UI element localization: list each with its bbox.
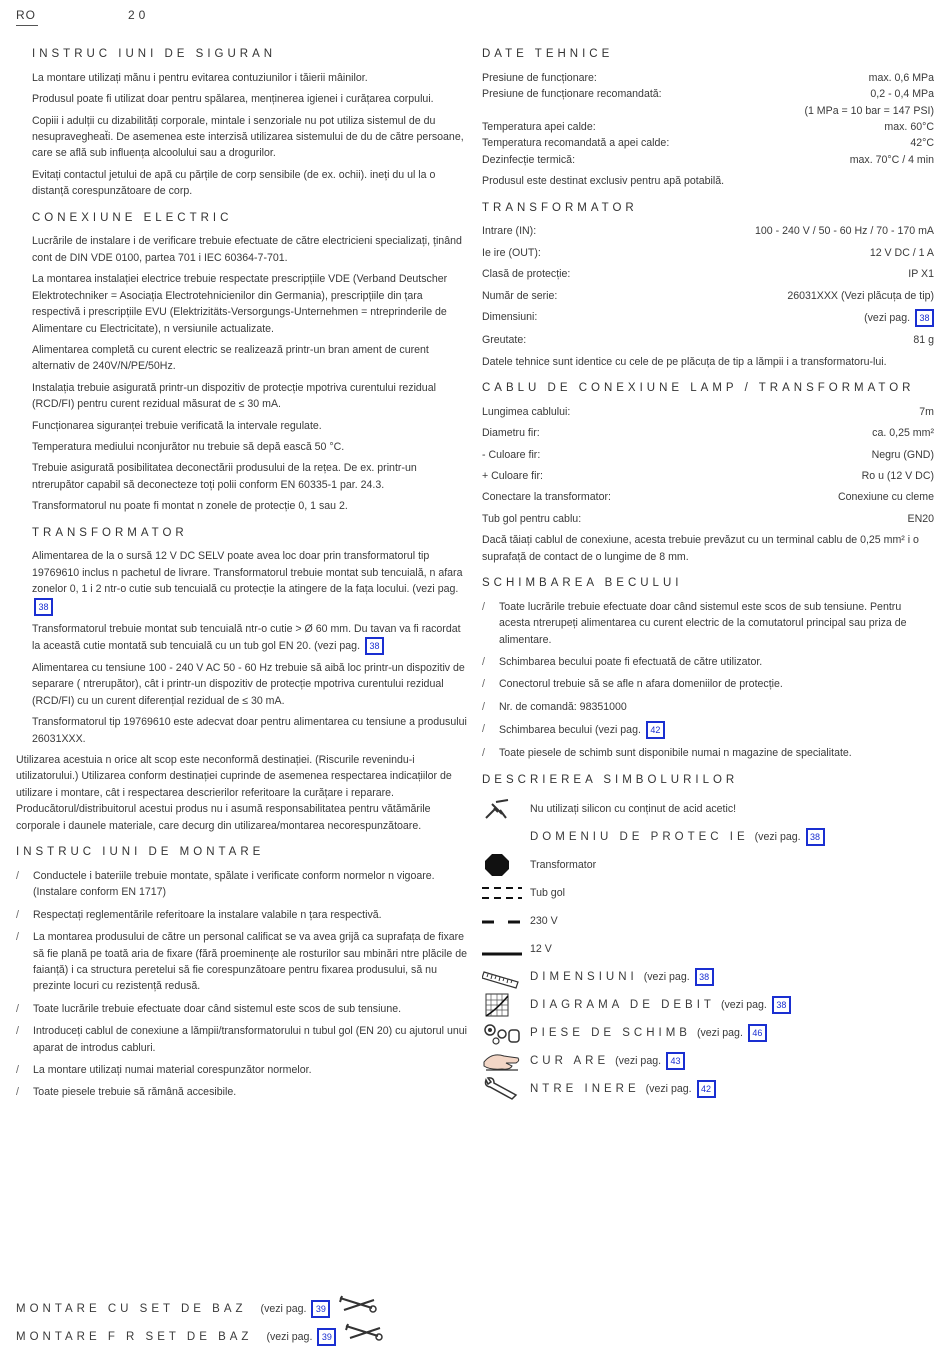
list-item: / Schimbarea becului (vezi pag. 42 (482, 721, 934, 739)
safety-para: Produsul poate fi utilizat doar pentru spălarea, menținerea igienei i curățarea corpului. (32, 93, 434, 106)
electric-para: Lucrările de instalare i de verificare trebuie efectuate de către electricieni specializați, ținând cont de DIN VDE 0100, partea 701 i IEC 60364-7-701. (32, 235, 462, 264)
spare-parts-icon (482, 1020, 522, 1046)
spec-row: + Culoare fir: Ro u (12 V DC) (482, 469, 934, 482)
list-item: / Toate lucrările trebuie efectuate doar când sistemul este scos de sub tensiune. Pentru acesta ntrerupeți alimentarea cu curent electric de la comutatorul principal sau priza de alimentare. (482, 599, 934, 648)
spec-row: Intrare (IN): 100 - 240 V / 50 - 60 Hz / 70 - 170 mA (482, 225, 934, 238)
page-ref-link[interactable]: 38 (34, 598, 53, 616)
transformer-octagon-icon (482, 852, 522, 878)
page-ref-link[interactable]: 39 (317, 1328, 336, 1346)
page-ref-link[interactable]: 38 (365, 637, 384, 655)
transformer-para: Transformatorul tip 19769610 este adecvat doar pentru alimentarea cu tensiune a produsului 26031XXX. (32, 716, 467, 745)
transformer-para: Transformatorul trebuie montat sub tencuială ntr-o cutie > Ø 60 mm. Du tavan va fi racordat la această cutie montată sub tencuială cu un tub gol EN 20. (vezi pag. 38 (32, 621, 468, 655)
tools-icon (344, 1322, 384, 1353)
spec-row: - Culoare fir: Negru (GND) (482, 448, 934, 461)
page-ref-link[interactable]: 38 (806, 828, 825, 846)
electric-para: Trebuie asigurată posibilitatea deconectării produsului de la rețea. De ex. printr-un ntrerupător capabil să deconecteze toți polii conform EN 60335-1 par. 24.3. (32, 462, 417, 491)
symbol-row: 12 V (482, 935, 934, 963)
left-column (16, 36, 468, 1107)
spec-row: Temperatura recomandată a apei calde: 42°C (482, 137, 934, 150)
list-item: / Toate piesele de schimb sunt disponibile numai n magazine de specialitate. (482, 745, 934, 761)
spec-row: Greutate: 81 g (482, 334, 934, 347)
spec-row: Lungimea cablului: 7m (482, 405, 934, 418)
electric-para: Funcționarea siguranței trebuie verificată la intervale regulate. (32, 419, 322, 432)
list-item: / Toate lucrările trebuie efectuate doar când sistemul este scos de sub tensiune. (16, 1001, 468, 1017)
power-230v-line-icon (482, 908, 522, 934)
symbol-row: Tub gol (482, 879, 934, 907)
page-ref-link[interactable]: 38 (772, 996, 791, 1014)
right-column (482, 36, 934, 1103)
list-item: / Conectorul trebuie să se afle n afara domeniilor de protecție. (482, 676, 934, 692)
tech-heading: DATE TEHNICE (482, 48, 614, 60)
transformer-para: Alimentarea cu tensiune 100 - 240 V AC 50 - 60 Hz trebuie să aibă loc printr-un dispozitiv de separare ( ntrerupător), cât i printr-un dispozitiv de protecție mpotriva curentului rezidual (RCD/FI) cu un curent diferențial rezidual de ≤ 30 mA. (32, 662, 465, 707)
silicone-gun-icon (482, 796, 522, 822)
spec-row: (1 MPa = 10 bar = 147 PSI) (804, 104, 934, 117)
tube-dashed-line-icon (482, 880, 522, 906)
transformer-para: Alimentarea de la o sursă 12 V DC SELV poate avea loc doar prin transformatorul tip 19769610 inclus n pachetul de livrare. Transformatorul trebuie montat sub tencuială, n afara zonelor 0, 1 i 2 ntr-o cutie sub tencuială cu protecție la atingere de la fața locului. (vezi pag. 38 (32, 548, 468, 615)
spec-row: Temperatura apei calde: max. 60°C (482, 121, 934, 134)
symbol-row: Transformator (482, 851, 934, 879)
symbol-row: PIESE DE SCHIMB (vezi pag. 46 (482, 1019, 934, 1047)
power-12v-line-icon (482, 936, 522, 962)
symbols-heading: DESCRIEREA SIMBOLURILOR (482, 773, 739, 786)
transformer-note: Datele tehnice sunt identice cu cele de pe plăcuța de tip a lămpii i a transformatoru-lui. (482, 355, 887, 368)
list-item: / Schimbarea becului poate fi efectuată de către utilizator. (482, 654, 934, 670)
mounting-list (16, 868, 468, 1101)
electric-para: La montarea instalației electrice trebuie respectate prescripțiile VDE (Verband Deutscher Elektrotechniker = Asociația Electrotehnicienilor din Germania), prescripțiile din țara respectivă i prescripțiile EVU (Elektrizitäts-Versorgungs-Unternehmen = ntreprinderile de Alimentare cu Electricitate), n versiunile actualizate. (32, 273, 448, 335)
spec-row: Clasă de protecție: IP X1 (482, 268, 934, 281)
list-item: / Conductele i bateriile trebuie montate, spălate i verificate conform normelor n vigoare. (Instalare conform EN 1717) (16, 868, 468, 901)
symbol-row: Nu utilizați silicon cu conținut de acid acetic! (482, 795, 934, 823)
electric-para: Transformatorul nu poate fi montat n zonele de protecție 0, 1 sau 2. (32, 500, 348, 513)
cable-note: Dacă tăiați cablul de conexiune, acesta trebuie prevăzut cu un terminal cablu de 0,25 mm² i o suprafață de contact de o lungime de 8 mm. (482, 534, 919, 563)
tools-icon (338, 1294, 378, 1325)
spec-row: Număr de serie: 26031XXX (Vezi plăcuța de tip) (482, 289, 934, 302)
page-ref-link[interactable]: 42 (697, 1080, 716, 1098)
list-item: / Introduceți cablul de conexiune a lămpii/transformatorului n tubul gol (EN 20) cu ajutorul unui aparat de introdus cabluri. (16, 1023, 468, 1056)
symbol-row: NTRE INERE (vezi pag. 42 (482, 1075, 934, 1103)
electric-heading: CONEXIUNE ELECTRIC (32, 211, 233, 224)
bulb-heading: SCHIMBAREA BECULUI (482, 576, 683, 589)
spec-row: Dezinfecție termică: max. 70°C / 4 min (482, 153, 934, 166)
safety-para: Copiii i adulții cu dizabilități corporale, mintale i senzoriale nu pot utiliza sistemul de du nesupravegheat̆i. De asemenea este interzisă utilizarea sistemului de du de către persoane, care se află sub influența alcoolului sau a drogurilor. (32, 114, 464, 160)
tech-note: Produsul este destinat exclusiv pentru apă potabilă. (482, 175, 725, 188)
spec-row: Diametru fir: ca. 0,25 mm² (482, 427, 934, 440)
symbol-row: DIMENSIUNI (vezi pag. 38 (482, 963, 934, 991)
page-ref-link[interactable]: 43 (666, 1052, 685, 1070)
spec-row: Tub gol pentru cablu: EN20 (482, 512, 934, 525)
spec-row: Conectare la transformator: Conexiune cu cleme (482, 491, 934, 504)
page-ref-link[interactable]: 38 (915, 309, 934, 327)
spec-row: Presiune de funcționare recomandată: 0,2 - 0,4 MPa (482, 88, 934, 101)
blank-icon (482, 824, 522, 850)
mounting-heading: INSTRUC IUNI DE MONTARE (16, 846, 265, 859)
wrench-icon (482, 1076, 522, 1102)
mount-with-base-set: MONTARE CU SET DE BAZ (vezi pag. 39 (16, 1294, 378, 1325)
symbol-row: CUR ARE (vezi pag. 43 (482, 1047, 934, 1075)
symbol-row: DOMENIU DE PROTEC IE (vezi pag. 38 (482, 823, 934, 851)
ruler-icon (482, 964, 522, 990)
spec-row: Ie ire (OUT): 12 V DC / 1 A (482, 246, 934, 259)
list-item: / Toate piesele trebuie să rămână accesibile. (16, 1084, 468, 1100)
cable-heading: CABLU DE CONEXIUNE LAMP / TRANSFORMATOR (482, 381, 915, 394)
safety-para: Evitați contactul jetului de apă cu părțile de corp sensibile (de ex. ochii). ineți du ul la o distanță corespunzătoare de corp. (32, 168, 436, 198)
list-item: / Nr. de comandă: 98351000 (482, 699, 934, 715)
page-ref-link[interactable]: 46 (748, 1024, 767, 1042)
usage-paragraph: Utilizarea acestuia n orice alt scop este neconformă destinației. (Riscurile revenindu-i utilizatorului.) Utilizarea conform destinației cuprinde de asemenea respectarea indicațiilor de utilizare i montare, cât i respectarea descrierilor referitoare la curățare i reparare. Producătorul/distribuitorul acestui produs nu i asumă responsabilitatea pentru vătămările corporale i daunele materiale, care decurg din utilizarea/montarea necorespunzătoare. (16, 754, 452, 832)
list-item: / La montarea produsului de către un personal calificat se va avea grijă ca suprafața de fixare să fie plană pe toată aria de fixare (fără proeminențe ale rosturilor sau mbinări ntre plăcile de faianță) i ca structura peretelui să fie corespunzătoare pentru fixarea produsului, să nu prezinte locuri cu rezistență redusă. (16, 929, 468, 995)
page-ref-link[interactable]: 42 (646, 721, 665, 739)
list-item: / La montare utilizați numai material corespunzător normelor. (16, 1062, 468, 1078)
page-ref-link[interactable]: 39 (311, 1300, 330, 1318)
safety-para: La montare utilizați mănu i pentru evitarea contuziunilor i tăierii mâinilor. (32, 71, 368, 84)
transformer-heading: TRANSFORMATOR (32, 526, 188, 539)
electric-para: Temperatura mediului nconjurător nu trebuie să depă ească 50 °C. (32, 440, 345, 453)
symbol-row: 230 V (482, 907, 934, 935)
page-number: 20 (128, 8, 150, 22)
list-item: / Respectați reglementările referitoare la instalare valabile n țara respectivă. (16, 907, 468, 923)
mount-without-base-set: MONTARE F R SET DE BAZ (vezi pag. 39 (16, 1322, 384, 1353)
bulb-list (482, 599, 934, 762)
spec-row: Presiune de funcționare: max. 0,6 MPa (482, 71, 934, 84)
flow-chart-icon (482, 992, 522, 1018)
safety-heading: INSTRUC IUNI DE SIGURAN (32, 48, 277, 60)
electric-para: Instalația trebuie asigurată printr-un dispozitiv de protecție mpotriva curentului rezidual (RCD/FI) pentru curent rezidual măsurat de ≤ 30 mA. (32, 381, 436, 411)
spec-row: Dimensiuni: (vezi pag. 38 (482, 309, 934, 327)
electric-para: Alimentarea completă cu curent electric se realizează printr-un bran ament de curent alternativ de 240V/N/PE/50Hz. (32, 343, 429, 373)
language-code: RO (16, 6, 38, 26)
cleaning-hand-icon (482, 1048, 522, 1074)
transformer-spec-heading: TRANSFORMATOR (482, 201, 638, 214)
page-ref-link[interactable]: 38 (695, 968, 714, 986)
symbol-row: DIAGRAMA DE DEBIT (vezi pag. 38 (482, 991, 934, 1019)
